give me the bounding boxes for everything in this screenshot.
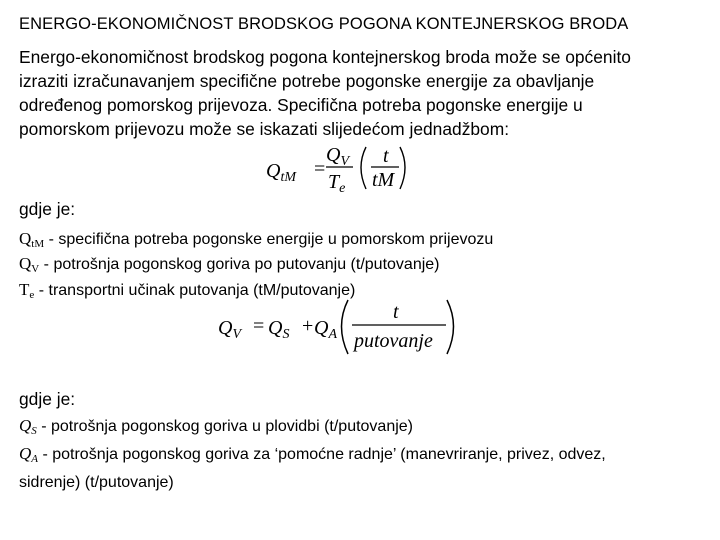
eq2-term-1: $Q_S$ xyxy=(268,317,290,342)
where-label-2: gdje je: xyxy=(19,389,76,409)
definition-q-tm: $Q_{tM}$ - specifična potreba pogonske energije u pomorskom prijevozu xyxy=(19,229,494,250)
eq1-equals: = xyxy=(314,158,326,180)
eq2-num: t xyxy=(393,301,399,323)
eq2-equals: = xyxy=(253,315,265,337)
eq1-den1: $T_e$ xyxy=(328,171,346,196)
eq2-left-paren xyxy=(342,300,349,354)
eq1-num2: t xyxy=(383,145,389,167)
slide-title: ENERGO-EKONOMIČNOST BRODSKOG POGONA KONTEJNERSKOG BRODA xyxy=(19,15,629,33)
equation-1 xyxy=(262,143,452,199)
eq1-num1: $Q_V$ xyxy=(326,144,350,169)
definition-t-e: $T_e$ - transportni učinak putovanja (tM/putovanje) xyxy=(19,280,356,301)
equation-2 xyxy=(214,298,474,358)
where-label-1: gdje je: xyxy=(19,199,76,219)
intro-paragraph: Energo-ekonomičnost brodskog pogona kontejnerskog broda može se općenito izraziti izračunavanjem specifične potrebe pogonske energije za obavljanje određenog pomorskog prijevoza. Specifična potreba pogonske energije u pomorskom prijevozu može se iskazati slijedećom jednadžbom: xyxy=(19,47,631,139)
definition-q-a: $Q_A$ - potrošnja pogonskog goriva za ‘pomoćne radnje’ (manevriranje, privez, odvez, sidrenje) (t/putovanje) xyxy=(19,444,606,491)
definition-q-s: $Q_S$ - potrošnja pogonskog goriva u plovidbi (t/putovanje) xyxy=(19,416,414,437)
eq2-lhs: $Q_V$ xyxy=(218,317,242,342)
definition-q-v: $Q_V$ - potrošnja pogonskog goriva po putovanju (t/putovanje) xyxy=(19,254,440,275)
eq2-den: putovanje xyxy=(354,330,433,352)
eq2-right-paren xyxy=(447,300,454,354)
eq1-left-paren xyxy=(361,147,366,189)
eq2-term-2: $Q_A$ xyxy=(314,317,338,342)
eq1-right-paren xyxy=(400,147,405,189)
eq1-lhs: $Q_{tM}$ xyxy=(266,160,297,185)
eq1-den2: tM xyxy=(372,169,395,191)
eq2-plus: + xyxy=(302,315,314,337)
